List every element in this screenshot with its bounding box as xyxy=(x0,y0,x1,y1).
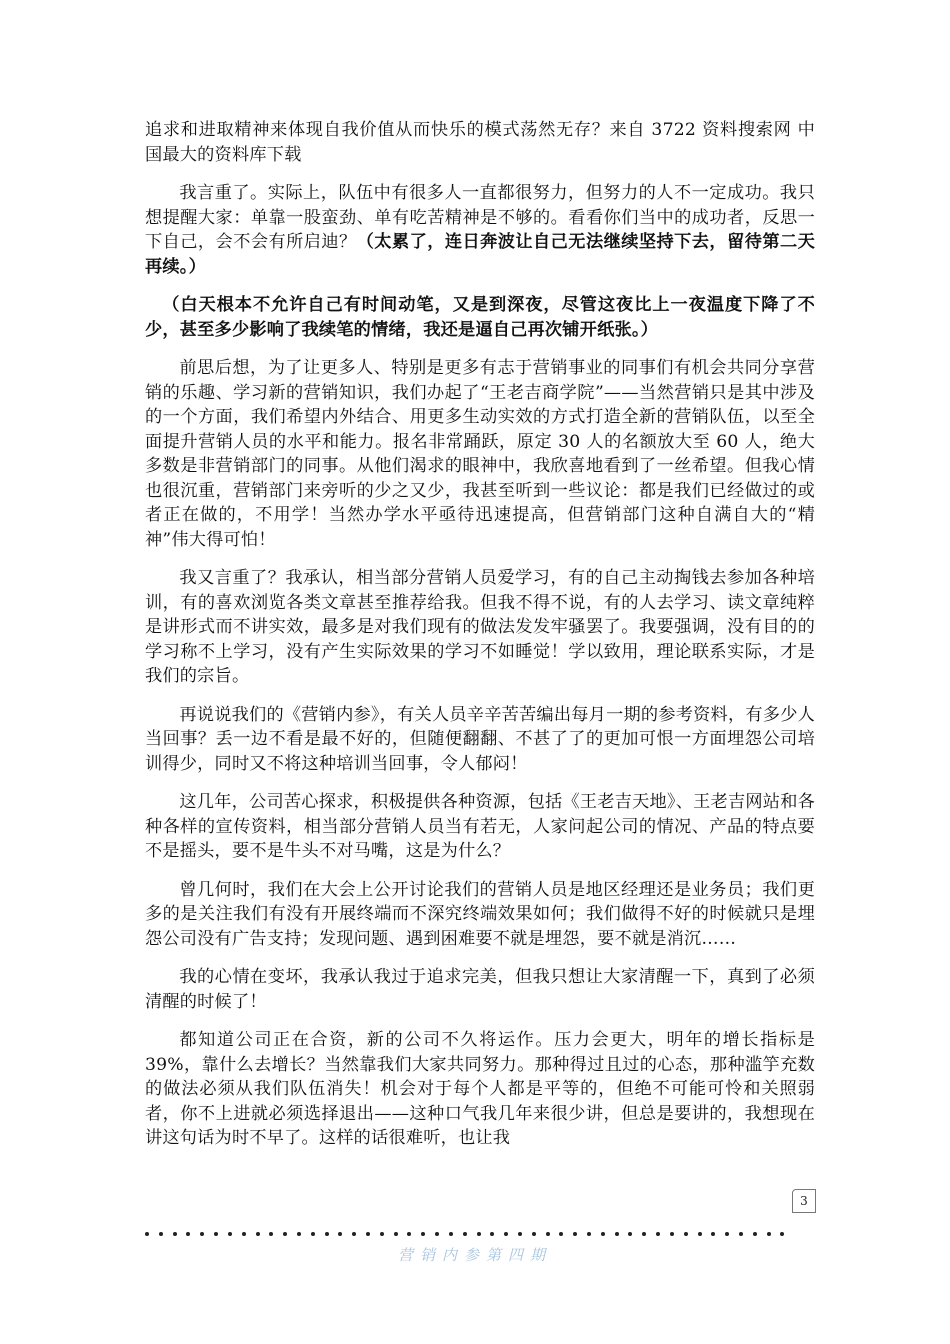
footer-dot xyxy=(642,1232,646,1236)
footer-dot xyxy=(214,1232,218,1236)
footer-dot xyxy=(297,1232,301,1236)
footer-dot xyxy=(670,1232,674,1236)
paragraph-1-bold-note: （太累了，连日奔波让自己无法继续坚持下去，留待第二天再续。） xyxy=(145,232,815,277)
footer-dot xyxy=(366,1232,370,1236)
document-body xyxy=(145,118,815,1165)
paragraph-3: 前思后想，为了让更多人、特别是更多有志于营销事业的同事们有机会共同分享营销的乐趣、学习新的营销知识，我们办起了“王老吉商学院”——当然营销只是其中涉及的一个方面，我们希望内外结合、用更多生动实效的方式打造全新的营销队伍，以至全面提升营销人员的水平和能力。报名非常踊跃，原定 30 人的名额放大至 60 人，绝大多数是非营销部门的同事。从他们渴求的眼神中，我欣喜地看到了一丝希望。但我心情也很沉重，营销部门来旁听的少之又少，我甚至听到一些议论：都是我们已经做过的或者正在做的，不用学！当然办学水平亟待迅速提高，但营销部门这种自满自大的“精神”伟大得可怕！ xyxy=(145,358,815,550)
footer-dot xyxy=(656,1232,660,1236)
footer-dot xyxy=(559,1232,563,1236)
footer-dot xyxy=(504,1232,508,1236)
footer-dot xyxy=(698,1232,702,1236)
footer-dot xyxy=(573,1232,577,1236)
paragraph-4: 我又言重了？我承认，相当部分营销人员爱学习，有的自己主动掏钱去参加各种培训，有的喜欢浏览各类文章甚至推荐给我。但我不得不说，有的人去学习、读文章纯粹是讲形式而不讲实效，最多是对我们现有的做法发发牢骚罢了。我要强调，没有目的的学习称不上学习，没有产生实际效果的学习不如睡觉！学以致用，理论联系实际，才是我们的宗旨。 xyxy=(145,568,815,686)
paragraph-9: 都知道公司正在合资，新的公司不久将运作。压力会更大，明年的增长指标是 39%，靠什么去增长？当然靠我们大家共同努力。那种得过且过的心态，那种滥竽充数的做法必须从我们队伍消失！机会对于每个人都是平等的，但绝不可能可怜和关照弱者，你不上进就必须选择退出——这种口气我几年来很少讲，但总是要讲的，我想现在讲这句话为时不早了。这样的话很难听，也让我 xyxy=(145,1030,815,1148)
paragraph-7: 曾几何时，我们在大会上公开讨论我们的营销人员是地区经理还是业务员；我们更多的是关注我们有没有开展终端而不深究终端效果如何；我们做得不好的时候就只是埋怨公司没有广告支持；发现问题、遇到困难要不就是埋怨，要不就是消沉…… xyxy=(145,879,815,949)
footer-dot xyxy=(753,1232,757,1236)
footer-dot xyxy=(186,1232,190,1236)
footer-dot xyxy=(546,1232,550,1236)
footer-dot xyxy=(615,1232,619,1236)
footer-dot xyxy=(463,1232,467,1236)
footer-dot xyxy=(145,1232,149,1236)
footer-dot xyxy=(684,1232,688,1236)
footer-dot xyxy=(739,1232,743,1236)
footer-dot xyxy=(228,1232,232,1236)
footer-dot xyxy=(283,1232,287,1236)
footer-dot xyxy=(311,1232,315,1236)
footer-dot xyxy=(780,1232,784,1236)
footer-dot xyxy=(173,1232,177,1236)
paragraph-1 xyxy=(145,181,815,279)
footer-dot xyxy=(394,1232,398,1236)
footer-dot xyxy=(725,1232,729,1236)
footer-dot xyxy=(200,1232,204,1236)
footer-dot xyxy=(380,1232,384,1236)
footer-dot xyxy=(711,1232,715,1236)
footer-dot xyxy=(242,1232,246,1236)
footer-dot xyxy=(338,1232,342,1236)
footer-dot xyxy=(587,1232,591,1236)
paragraph-continuation: 追求和进取精神来体现自我价值从而快乐的模式荡然无存？来自 3722 资料搜索网 中国最大的资料库下载 xyxy=(145,120,815,165)
paragraph-bold-note: （白天根本不允许自己有时间动笔，又是到深夜，尽管这夜比上一夜温度下降了不少，甚至多少影响了我续笔的情绪，我还是逼自己再次铺开纸张。） xyxy=(145,295,815,340)
footer-dot xyxy=(407,1232,411,1236)
footer-dot xyxy=(269,1232,273,1236)
page-number: 3 xyxy=(792,1189,816,1213)
paragraph-8: 我的心情在变坏，我承认我过于追求完美，但我只想让大家清醒一下，真到了必须清醒的时候了！ xyxy=(145,967,815,1012)
footer-dot xyxy=(490,1232,494,1236)
paragraph-1-text: 我言重了。实际上，队伍中有很多人一直都很努力，但努力的人不一定成功。我只想提醒大家：单靠一股蛮劲、单有吃苦精神是不够的。看看你们当中的成功者，反思一下自己，会不会有所启迪？ xyxy=(145,183,815,252)
footer-dot xyxy=(767,1232,771,1236)
footer-dot xyxy=(421,1232,425,1236)
footer-dot xyxy=(435,1232,439,1236)
footer-dot xyxy=(628,1232,632,1236)
footer-dot xyxy=(449,1232,453,1236)
paragraph-6: 这几年，公司苦心探求，积极提供各种资源，包括《王老吉天地》、王老吉网站和各种各样的宣传资料，相当部分营销人员当有若无，人家问起公司的情况、产品的特点要不是摇头，要不是牛头不对马嘴，这是为什么？ xyxy=(145,792,815,861)
footer-dotted-rule xyxy=(145,1226,785,1242)
footer-title: 营销内参第四期 xyxy=(397,1246,552,1264)
footer-dot xyxy=(601,1232,605,1236)
footer-dot xyxy=(256,1232,260,1236)
footer-dot xyxy=(518,1232,522,1236)
footer-dot xyxy=(159,1232,163,1236)
footer-dot xyxy=(532,1232,536,1236)
footer-dot xyxy=(325,1232,329,1236)
footer-dot xyxy=(352,1232,356,1236)
paragraph-5: 再说说我们的《营销内参》，有关人员辛辛苦苦编出每月一期的参考资料，有多少人当回事？丢一边不看是最不好的，但随便翻翻、不甚了了的更加可恨一方面埋怨公司培训得少，同时又不将这种培训当回事，令人郁闷！ xyxy=(145,704,815,774)
footer-dot xyxy=(477,1232,481,1236)
